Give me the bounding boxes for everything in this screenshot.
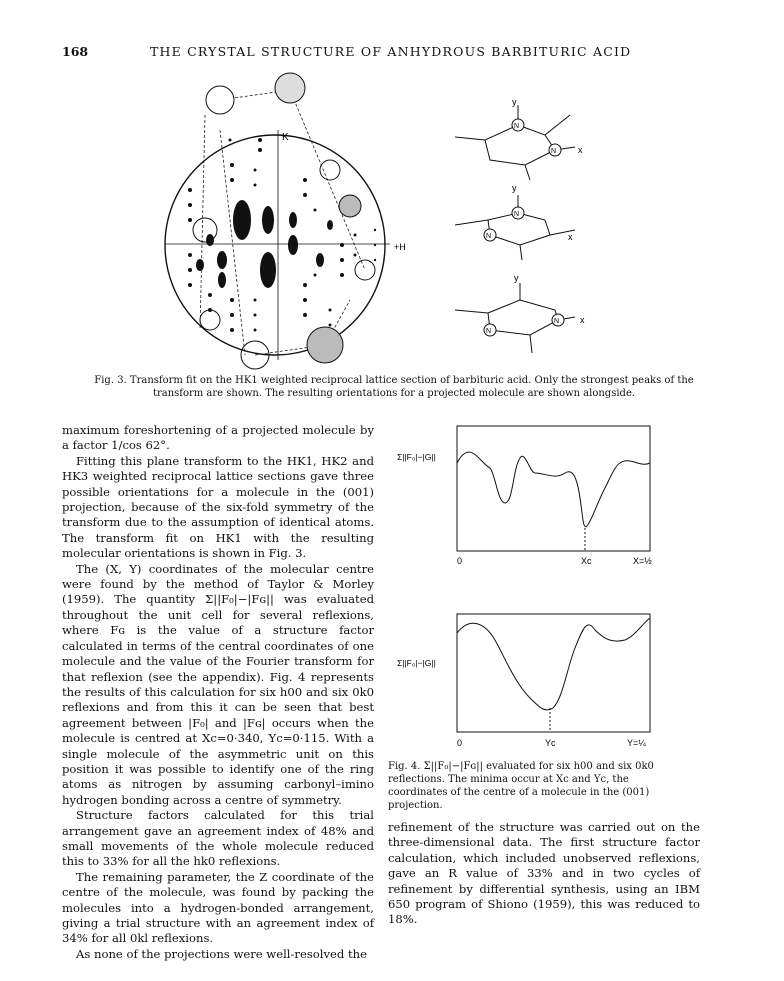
x-label-1: x [578,145,583,155]
figure-3-transform [150,70,410,375]
left-column-text [62,423,374,962]
top-plot-frame [457,426,650,551]
n-label-1a: N [514,123,520,130]
n-label-2b: N [486,233,492,240]
transform-circle-top-right [275,73,305,103]
paragraph: maximum foreshortening of a projected molecule by a factor 1/cos 62°. [62,423,374,453]
top-plot-origin: 0 [457,556,463,566]
page-number: 168 [62,44,89,59]
h-axis-label: +H [394,242,406,252]
k-axis-label: K [282,132,289,143]
y-label-3: y [514,273,519,283]
figure-3-caption-line-2: transform are shown. The resulting orientations for a projected molecule are shown alongside. [152,388,636,399]
x-label-2: x [568,232,573,242]
n-label-3a: N [554,318,560,325]
paragraph: Fitting this plane transform to the HK1, HK2 and HK3 weighted reciprocal lattice sections gave three possible orientations for a molecule in the (001) projection, because of the six-fold symmetry of the transform due to the assumption of identical atoms. The transform fit on HK1 with the resulting molecular orientations is shown in Fig. 3. [62,453,374,561]
fit-dashed-lines [200,90,365,355]
transform-circle-top-left [206,86,234,114]
bottom-plot-end-label: Y=¼ [627,738,646,748]
y-label-1: y [512,97,517,107]
paragraph: As none of the projections were well-resolved the [76,946,367,961]
molecule-orientation-2 [455,195,575,260]
top-plot-ylabel: Σ||F₀|−|G|| [397,452,436,462]
figure-4-caption: Fig. 4. Σ||F₀|−|Fɢ|| evaluated for six h00 and six 0k0 reflections. The minima occur at Xc and Yc, the coordinates of the centre of a molecule in the (001) projection. [388,761,654,811]
bottom-plot-min-label: Yc [545,738,556,748]
n-label-2a: N [514,211,520,218]
transform-circle-right-shaded [339,195,361,217]
molecule-orientation-1 [455,105,575,180]
top-plot-min-label: Xc [581,556,592,566]
y-label-2: y [512,183,517,193]
x-label-3: x [580,315,585,325]
transform-circle-left-lower [200,310,220,330]
figure-3-caption-line-1: Fig. 3. Transform fit on the HK1 weighted reciprocal lattice section of barbituric acid. Only the strongest peaks of the [94,375,694,386]
transform-circle-right-lower [355,260,375,280]
figure-3-caption [84,374,704,400]
paragraph: The (X, Y) coordinates of the molecular centre were found by the method of Taylor & Morley (1959). The quantity Σ||F₀|−|Fɢ|| was evaluated throughout the unit cell for several reflexions, where Fɢ is the value of a structure factor calculated in terms of the central coordinates of one molecule and the value of the Fourier transform for that reflexion (see the appendix). Fig. 4 represents the results of this calculation for six h00 and six 0k0 reflexions and from this it can be seen that best agreement between |F₀| and |Fɢ| occurs when the molecule is centred at Xc=0·340, Yc=0·115. With a single molecule of the asymmetric unit on this position it was possible to identify one of the ring atoms as nitrogen by assuming carbonyl–imino hydrogen bonding across a centre of symmetry. [62,561,374,807]
figure-3-molecule-orientations [450,95,600,365]
n-label-1b: N [551,148,557,155]
bottom-plot-curve [457,618,650,710]
paragraph: refinement of the structure was carried out on the three-dimensional data. The first structure factor calculation, which included unobserved reflexions, gave an R value of 33% and in two cycles of refinement by differential synthesis, using an IBM 650 program of Shiono (1959), this was reduced to 18%. [388,820,700,927]
bottom-plot-frame [457,614,650,732]
running-title: THE CRYSTAL STRUCTURE OF ANHYDROUS BARBITURIC ACID [150,44,632,59]
paragraph: Structure factors calculated for this trial arrangement gave an agreement index of 48% and small movements of the whole molecule reduced this to 33% for all the hk0 reflexions. [62,808,374,869]
top-plot-end-label: X=½ [633,556,652,566]
right-column-text [388,820,700,928]
paragraph: The remaining parameter, the Z coordinate of the centre of the molecule, was found by packing the molecules into a hydrogen-bonded arrangement, giving a trial structure with an agreement index of 34% for all 0kl reflexions. [62,869,374,946]
n-label-3b: N [486,328,492,335]
bottom-plot-origin: 0 [457,738,463,748]
reciprocal-lattice-circle [165,135,385,355]
bottom-plot-ylabel: Σ||F₀|−|G|| [397,658,436,668]
figure-4-plots [395,418,695,758]
transform-circle-bottom-shaded [307,327,343,363]
top-plot-curve [457,452,650,527]
